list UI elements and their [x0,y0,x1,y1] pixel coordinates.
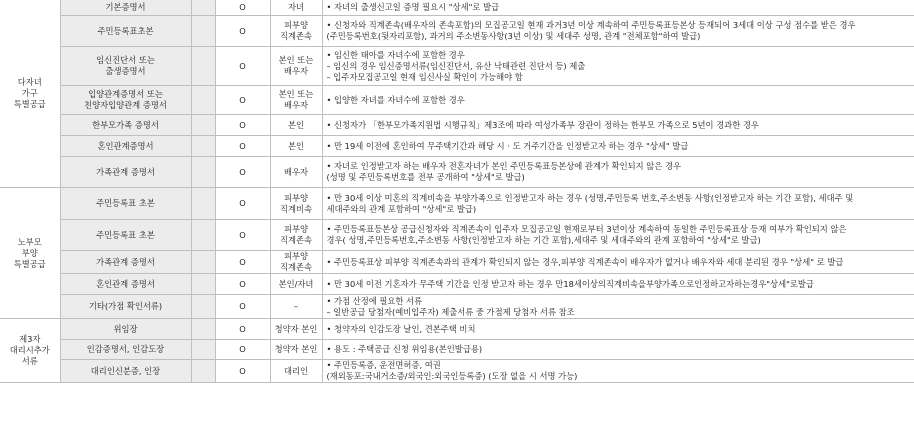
note-cell [322,16,914,47]
empty-cell [191,136,215,157]
table-row [0,319,914,340]
text-line: 기본증명서 [105,2,146,12]
text-line: • 신청자와 직계존속(배우자의 존속포함)의 모집공고일 현재 과거3년 이상 계속하여 주민등록표등본상 등재되어 3세대 이상 구성 점수를 받은 경우 [326,20,856,30]
table-row [0,115,914,136]
text-line: 기타(가점 확인서류) [88,301,163,311]
text-line: 주민등록표 초본 [96,229,155,240]
table-row [0,157,914,188]
document-name-cell [60,251,191,274]
table-row [0,360,914,383]
document-name-cell [60,360,191,383]
text-line: • 자녀의 출생신고일 증명 필요시 "상세"로 발급 [326,2,500,12]
subject-cell [270,86,322,115]
text-line: – 일반공급 당첨자(예비입주자) 제출서류 중 가점제 당첨자 서류 참조 [326,306,575,317]
text-line: (재외동포:국내거소증/외국인:외국인등록증) (도장 없을 시 서명 가능) [326,371,578,381]
note-cell [322,188,914,220]
text-line: 피부양 [283,192,309,203]
empty-cell [191,251,215,274]
text-line: 직계존속 [279,262,313,272]
required-mark: O [215,136,270,157]
required-mark: O [215,295,270,319]
required-mark: O [215,188,270,220]
required-mark: O [215,251,270,274]
text-line: 주민등록표초본 [97,25,154,36]
category-cell [0,188,60,319]
empty-cell [191,157,215,188]
text-line: • 주민등록증, 운전면허증, 여권 [326,360,441,370]
text-line: (주민등록번호(뒷자리포함), 과거의 주소변동사항(3년 이상) 및 세대주 성명, 관계 "전체포함"하여 발급) [326,31,701,41]
text-line: 특별공급 [13,258,46,269]
text-line: 본인 [287,140,305,151]
text-line: 직계존속 [279,235,313,245]
text-line: 본인 또는 [278,55,314,65]
document-name-cell [60,188,191,220]
text-line: • 가점 산정에 필요한 서류 [326,295,423,306]
table-row [0,16,914,47]
text-line: – 임신의 경우 임신증명서류(임신진단서, 유산 낙태관련 진단서 등) 제출 [326,60,586,71]
text-line: 세대주와의 관계 포함하여 "상세"로 발급) [326,203,477,214]
text-line: 배우자 [283,100,309,110]
text-line: 특별공급 [13,99,46,109]
text-line: 직계비속 [279,203,313,214]
table-row [0,220,914,251]
text-line: • 만 19세 이전에 혼인하여 무주택기간과 해당 시 · 도 거주기간을 인정받고자 하는 경우 "상세" 발급 [326,140,689,151]
text-line: 청약자 본인 [274,323,318,334]
required-mark: O [215,0,270,16]
category-cell [0,0,60,188]
subject-cell [270,188,322,220]
document-name-cell [60,319,191,340]
text-line: 한부모가족 증명서 [92,119,159,130]
table-row [0,0,914,16]
document-name-cell [60,274,191,295]
text-line: • 만 30세 이전 기혼자가 무주택 기간을 인정 받고자 하는 경우 만18세이상의직계비속을부양가족으로인정하고자하는경우"상세"로발급 [326,278,814,289]
document-name-cell [60,16,191,47]
empty-cell [191,340,215,360]
subject-cell [270,274,322,295]
text-line: 제3자 [19,334,41,344]
empty-cell [191,16,215,47]
empty-cell [191,86,215,115]
text-line: • 주민등록표등본상 공급신청자와 직계존속이 입주자 모집공고일 현재로부터 3년이상 계속하여 동일한 주민등록표상 등재 여부가 확인되지 않은 [326,224,847,234]
text-line: • 용도 : 주택공급 신청 위임용(본인발급용) [326,344,483,354]
text-line: 다자녀 [17,77,42,87]
table-row [0,274,914,295]
text-line: 가족관계 증명서 [96,256,155,267]
note-cell [322,251,914,274]
subject-cell [270,340,322,360]
empty-cell [191,319,215,340]
subject-cell [270,360,322,383]
text-line: 가족관계 증명서 [96,166,155,177]
required-mark: O [215,47,270,86]
required-mark: O [215,157,270,188]
empty-cell [191,220,215,251]
required-mark: O [215,340,270,360]
note-cell [322,220,914,251]
subject-cell [270,0,322,16]
subject-cell [270,157,322,188]
empty-cell [191,360,215,383]
document-name-cell [60,157,191,188]
table-row [0,47,914,86]
note-cell [322,136,914,157]
note-cell [322,274,914,295]
empty-cell [191,47,215,86]
document-name-cell [60,220,191,251]
text-line: • 임신한 태아를 자녀수에 포함한 경우 [326,49,465,60]
subject-cell [270,251,322,274]
text-line: 친양자입양관계 증명서 [84,100,167,110]
required-mark: O [215,115,270,136]
text-line: 노부모 [17,236,42,247]
required-mark: O [215,86,270,115]
text-line: • 입양한 자녀를 자녀수에 포함한 경우 [326,94,465,105]
text-line: • 만 30세 이상 미혼의 직계비속을 부양가족으로 인정받고자 하는 경우 (성명,주민등록 번호,주소변동 사항(인정받고자 하는 기간 포함), 세대주 및 [326,192,854,203]
table-row [0,340,914,360]
category-cell [0,319,60,383]
text-line: 혼인관계증명서 [97,140,154,151]
text-line: 출생증명서 [105,66,146,76]
document-name-cell [60,86,191,115]
table-row [0,251,914,274]
text-line: 본인 [287,119,305,130]
empty-cell [191,115,215,136]
text-line: 가구 [21,88,38,98]
text-line: (성명 및 주민등록번호를 전부 공개하여 "상세"로 발급) [326,172,525,182]
document-name-cell [60,340,191,360]
text-line: 자녀 [287,2,305,12]
text-line: 피부양 [283,251,309,261]
subject-cell [270,16,322,47]
required-mark: O [215,220,270,251]
text-line: 입양관계증명서 또는 [88,89,163,99]
required-mark: O [215,360,270,383]
text-line: 임신진단서 또는 [96,55,155,65]
note-cell [322,340,914,360]
text-line: 위임장 [113,323,138,334]
subject-cell [270,295,322,319]
table-row [0,86,914,115]
text-line: 본인 또는 [278,89,314,99]
subject-cell [270,220,322,251]
text-line: 인감증명서, 인감도장 [86,344,165,354]
note-cell [322,360,914,383]
text-line: – [293,301,299,311]
note-cell [322,86,914,115]
text-line: 주민등록표 초본 [96,198,155,208]
text-line: • 신청자가 「한부모가족지원법 시행규칙」제3조에 따라 여성가족부 장관이 정하는 한부모 가족으로 5년이 경과한 경우 [326,119,759,130]
text-line: – 입주자모집공고일 현재 임신사실 확인이 가능해야 함 [326,71,523,82]
table-row [0,188,914,220]
subject-cell [270,319,322,340]
text-line: 대리시추가 [9,345,50,355]
note-cell [322,0,914,16]
text-line: • 주민등록표상 피부양 직계존속과의 관계가 확인되지 않는 경우,피부양 직계존속이 배우자가 없거나 배우자와 세대 분리된 경우 "상세" 로 발급 [326,256,844,267]
note-cell [322,295,914,319]
text-line: • 청약자의 인감도장 날인, 견본주택 비치 [326,323,476,334]
subject-cell [270,47,322,86]
text-line: 혼인관계 증명서 [96,278,155,289]
required-mark: O [215,319,270,340]
text-line: 배우자 [283,66,309,76]
text-line: 피부양 [283,224,309,234]
document-name-cell [60,295,191,319]
document-name-cell [60,136,191,157]
text-line: 본인/자녀 [278,278,314,289]
text-line: 배우자 [283,166,309,177]
empty-cell [191,274,215,295]
table-row [0,295,914,319]
empty-cell [191,295,215,319]
required-mark: O [215,274,270,295]
required-mark: O [215,16,270,47]
text-line: • 자녀로 인정받고자 하는 배우자 전혼자녀가 본인 주민등록표등본상에 관계가 확인되지 않은 경우 [326,161,681,171]
text-line: 청약자 본인 [274,344,318,354]
note-cell [322,319,914,340]
empty-cell [191,188,215,220]
text-line: 경우( 성명,주민등록번호,주소변동 사항(인정받고자 하는 기간 포함),세대주 및 세대주와의 관계 포함하여 "상세"로 발급) [326,235,761,245]
text-line: 대리인 [283,365,309,376]
text-line: 직계존속 [279,31,313,41]
text-line: 부양 [21,247,38,258]
document-name-cell [60,47,191,86]
document-name-cell [60,0,191,16]
document-name-cell [60,115,191,136]
text-line: 서류 [21,356,38,366]
subject-cell [270,115,322,136]
text-line: 피부양 [283,20,309,30]
table-row [0,136,914,157]
text-line: 대리인신분증, 인장 [90,365,161,376]
note-cell [322,115,914,136]
note-cell [322,47,914,86]
subject-cell [270,136,322,157]
note-cell [322,157,914,188]
empty-cell [191,0,215,16]
